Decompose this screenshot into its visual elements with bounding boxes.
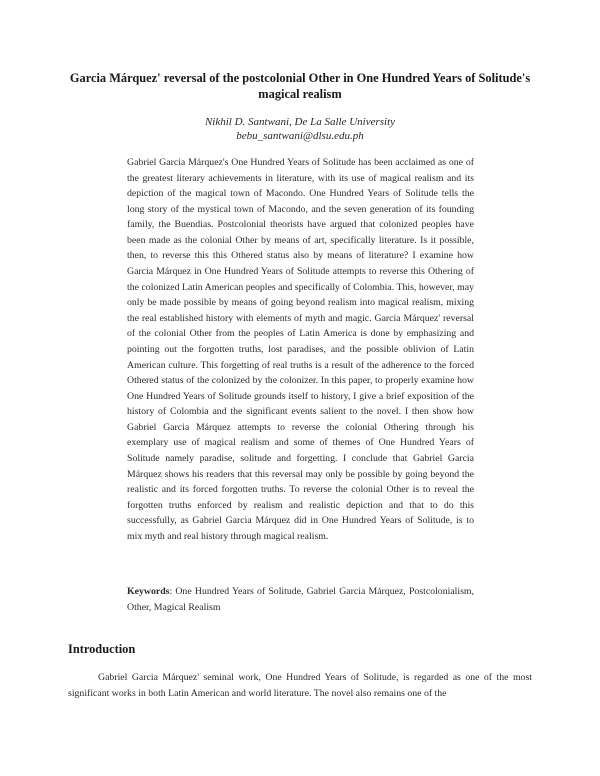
introduction-paragraph: Gabriel Garcia Márquez' seminal work, One Hundred Years of Solitude, is regarded as one of the most significant works in both Latin American and world literature. The novel also remains one of the xyxy=(68,672,532,699)
keywords-list: : One Hundred Years of Solitude, Gabriel Garcia Márquez, Postcolonialism, Other, Magical Realism xyxy=(127,586,474,613)
author-line: Nikhil D. Santwani, De La Salle University xyxy=(204,116,396,128)
paper-title: Garcia Márquez' reversal of the postcolonial Other in One Hundred Years of Solitude's magical realism xyxy=(69,71,531,101)
keywords-label: Keywords xyxy=(127,586,170,597)
author-email: bebu_santwani@dlsu.edu.ph xyxy=(236,129,364,142)
section-heading-introduction: Introduction xyxy=(68,642,136,656)
author-block xyxy=(120,116,480,143)
abstract-text: Gabriel Garcia Márquez's One Hundred Years of Solitude has been acclaimed as one of the greatest literary achievements in literature, with its use of magical realism and its depiction of the magical town of Macondo. One Hundred Years of Solitude tells the long story of the mystical town of Macondo, and the seven generation of its founding family, the Buendias. Postcolonial theorists have argued that colonized peoples have been made as the colonial Other by means of art, specifically literature. Is it possible, then, to reverse this this Othered status also by means of literature? I examine how Garcia Márquez in One Hundred Years of Solitude attempts to reverse this Othering of the colonized Latin American peoples and specifically of Colombia. This, however, may only be made possible by means of going beyond realism into magical realism, mixing the real established history with elements of myth and magic. Garcia Márquez' reversal of the colonial Other from the peoples of Latin America is done by emphasizing and pointing out the forgotten truths, lost paradises, and the possible oblivion of Latin American culture. This forgetting of real truths is a result of the adherence to the forced Othered status of the colonized by the colonizer. In this paper, to properly examine how One Hundred Years of Solitude grounds itself to history, I give a brief exposition of the history of Colombia and the significant events salient to the novel. I then show how Gabriel Garcia Márquez attempts to reverse the colonial Othering through his exemplary use of magical realism and some of themes of One Hundred Years of Solitude namely paradise, solitude and forgetting. I conclude that Gabriel Garcia Márquez shows his readers that this reversal may only be possible by going beyond the realistic and its forced forgotten truths. To reverse the colonial Other is to reveal the forgotten truths enforced by realism and realistic depiction and that to do this successfully, as Gabriel Garcia Márquez did in One Hundred Years of Solitude, is to mix myth and real history through magical realism. xyxy=(127,157,474,542)
keywords-paragraph xyxy=(127,584,474,615)
